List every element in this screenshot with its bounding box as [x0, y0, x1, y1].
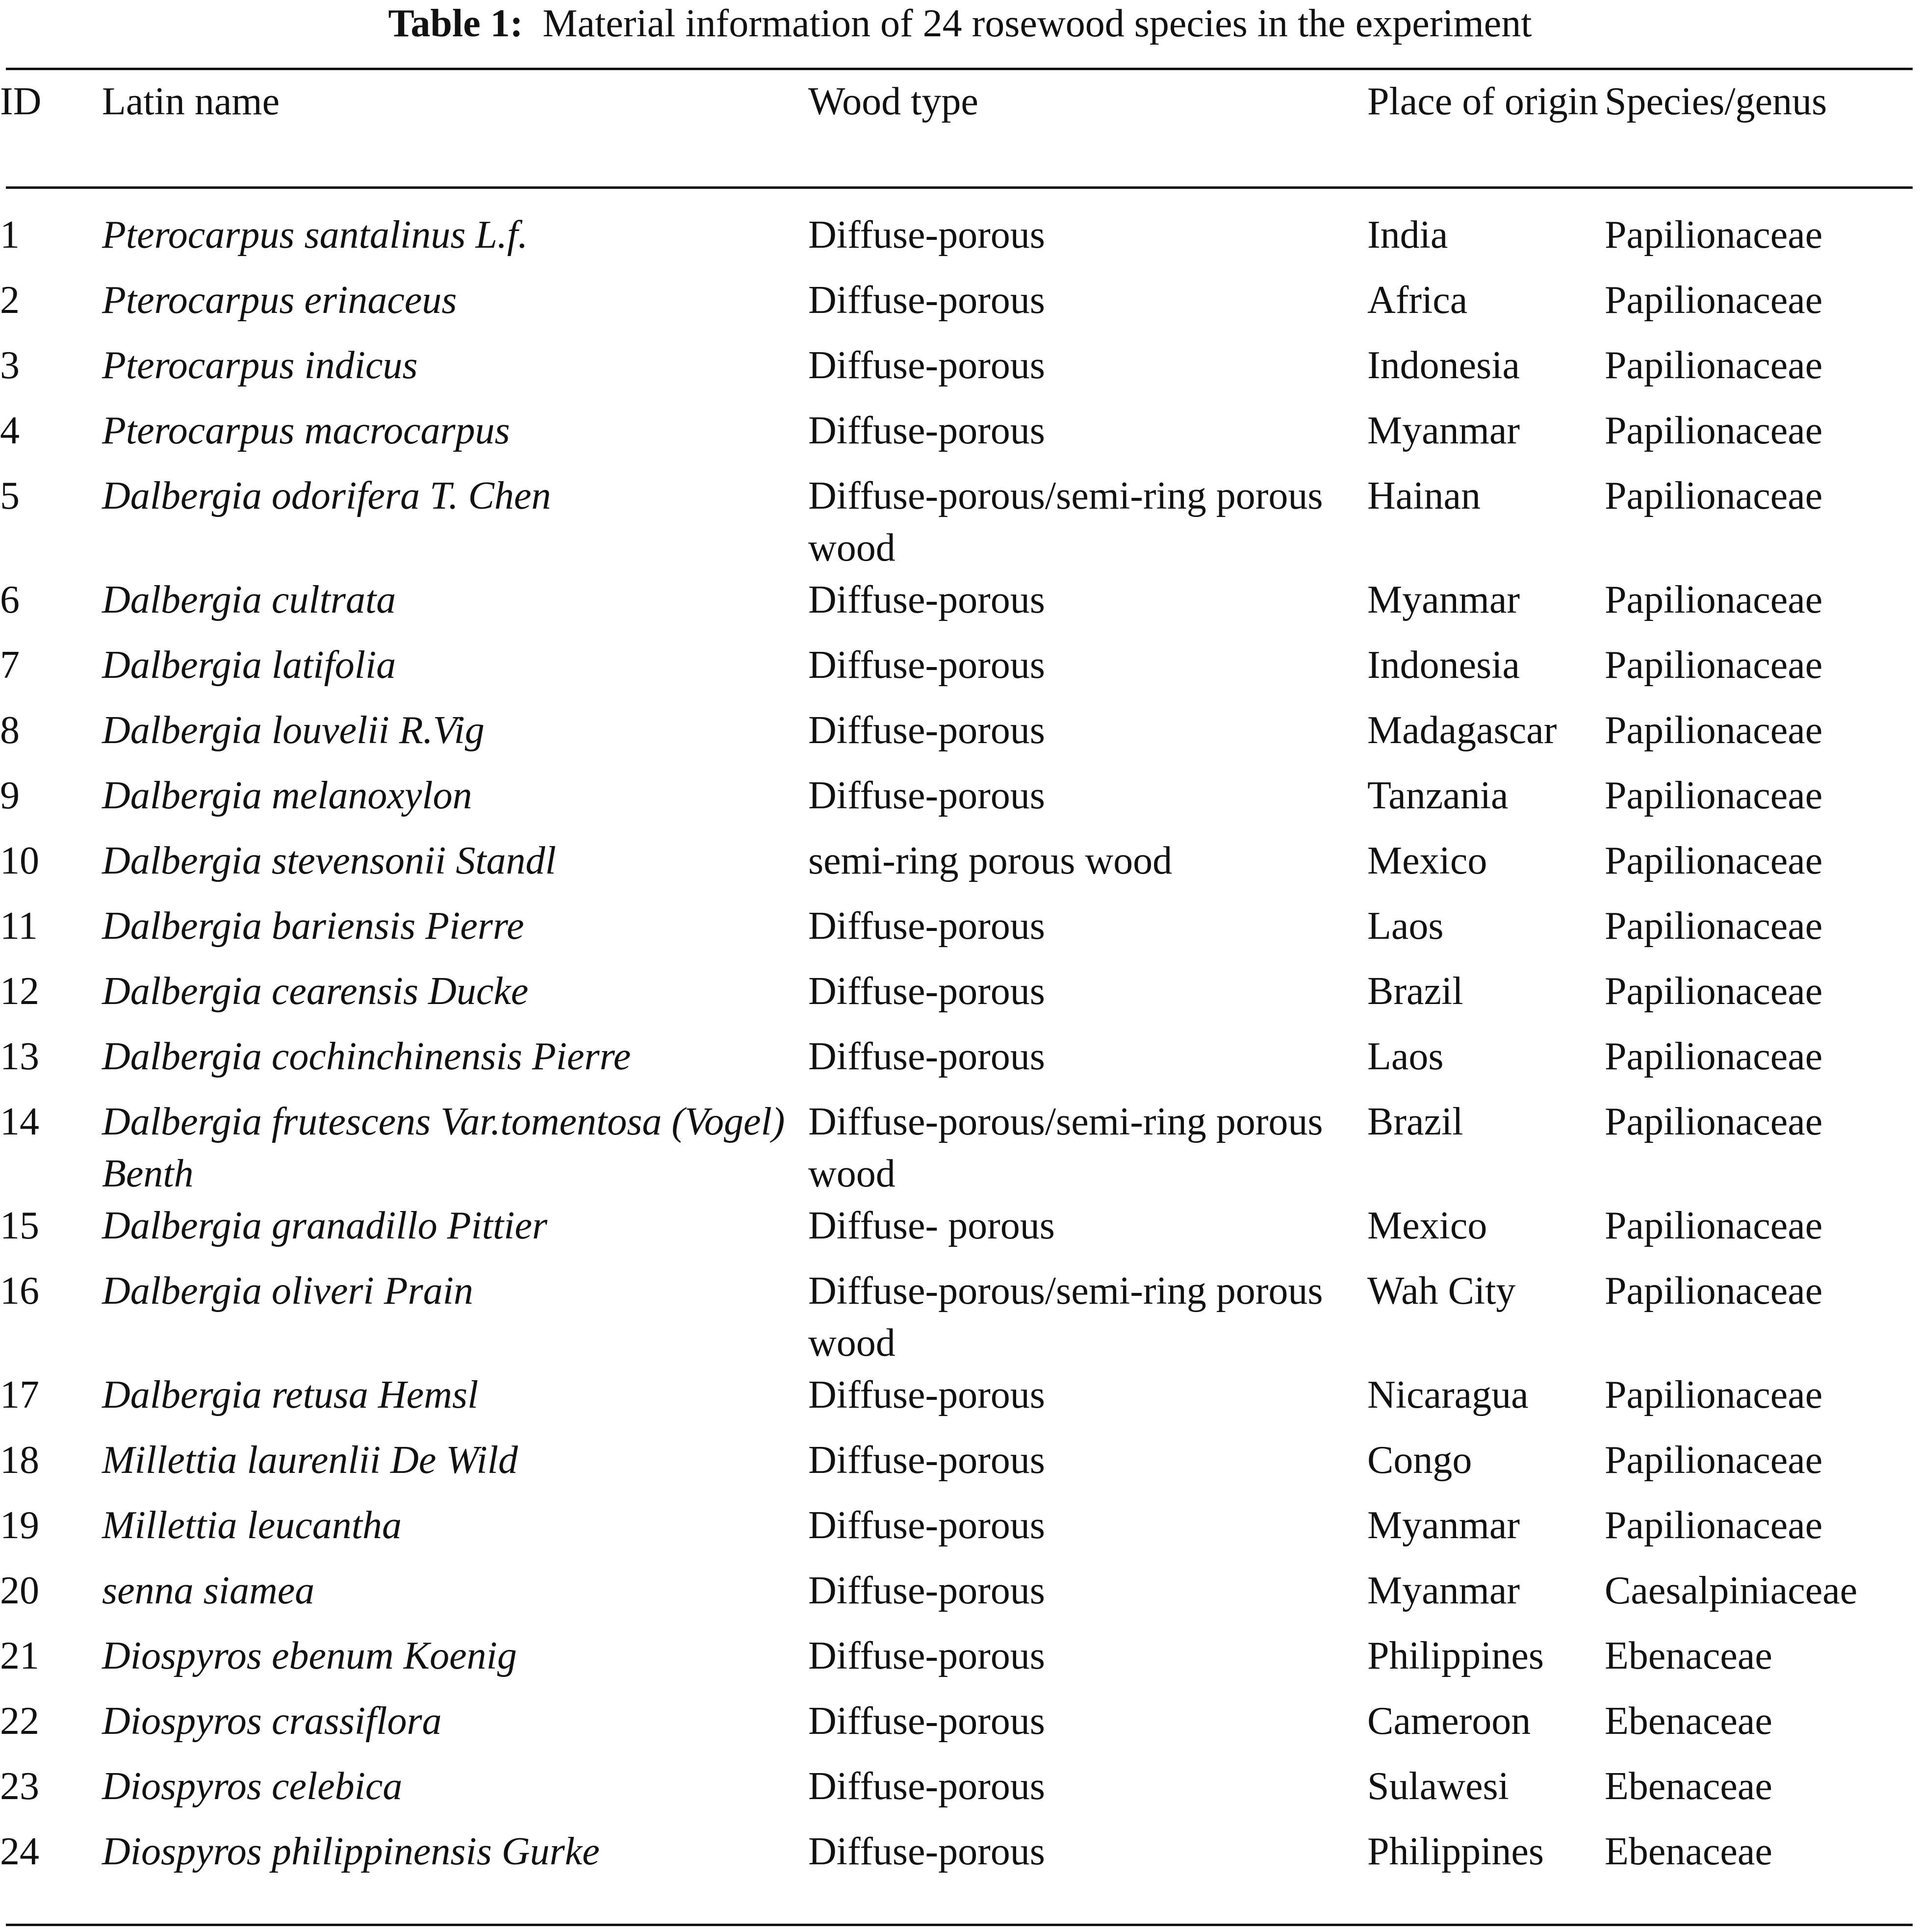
- table-row: [0, 704, 1920, 770]
- cell-latin-name: Dalbergia frutescens Var.tomentosa (Vogel) Benth: [102, 1100, 785, 1195]
- table-body: [0, 193, 1920, 1891]
- table-row: [0, 193, 1920, 274]
- cell-place-of-origin: Myanmar: [1367, 1504, 1520, 1547]
- cell-id: 7: [0, 644, 20, 687]
- table-row: [0, 1499, 1920, 1565]
- cell-wood-type: Diffuse-porous: [808, 213, 1045, 257]
- cell-wood-type: Diffuse-porous: [808, 1373, 1045, 1417]
- cell-id: 17: [0, 1373, 39, 1417]
- cell-latin-name: Dalbergia retusa Hemsl: [102, 1373, 479, 1417]
- cell-latin-name: Millettia leucantha: [102, 1504, 402, 1547]
- cell-id: 10: [0, 839, 39, 882]
- cell-species-genus: Ebenaceae: [1605, 1765, 1772, 1808]
- cell-wood-type: Diffuse- porous: [808, 1204, 1055, 1247]
- cell-species-genus: Papilionaceae: [1605, 409, 1823, 452]
- table-row: [0, 1200, 1920, 1265]
- cell-wood-type: Diffuse-porous: [808, 1035, 1045, 1078]
- cell-id: 13: [0, 1035, 39, 1078]
- cell-species-genus: Papilionaceae: [1605, 1204, 1823, 1247]
- cell-wood-type: Diffuse-porous: [808, 644, 1045, 687]
- cell-id: 11: [0, 904, 38, 948]
- table-row: [0, 574, 1920, 639]
- cell-latin-name: Dalbergia louvelii R.Vig: [102, 709, 485, 752]
- cell-species-genus: Papilionaceae: [1605, 1100, 1823, 1143]
- cell-species-genus: Papilionaceae: [1605, 344, 1823, 387]
- cell-latin-name: Dalbergia cultrata: [102, 578, 396, 621]
- cell-latin-name: Dalbergia granadillo Pittier: [102, 1204, 548, 1247]
- cell-wood-type: Diffuse-porous: [808, 904, 1045, 948]
- cell-latin-name: Pterocarpus santalinus L.f.: [102, 213, 528, 257]
- cell-wood-type: Diffuse-porous: [808, 1700, 1045, 1743]
- cell-place-of-origin: Hainan: [1367, 474, 1481, 517]
- header-latin-name: Latin name: [102, 80, 280, 123]
- cell-species-genus: Papilionaceae: [1605, 1439, 1823, 1482]
- cell-species-genus: Papilionaceae: [1605, 279, 1823, 322]
- cell-place-of-origin: Tanzania: [1367, 774, 1509, 817]
- cell-wood-type: Diffuse-porous/semi-ring porous wood: [808, 1100, 1323, 1195]
- table-row: [0, 1565, 1920, 1630]
- cell-wood-type: Diffuse-porous: [808, 344, 1045, 387]
- cell-place-of-origin: Myanmar: [1367, 578, 1520, 621]
- cell-place-of-origin: Brazil: [1367, 970, 1463, 1013]
- cell-latin-name: Pterocarpus erinaceus: [102, 279, 457, 322]
- cell-wood-type: Diffuse-porous: [808, 1830, 1045, 1873]
- header-wood-type: Wood type: [808, 80, 978, 123]
- cell-latin-name: Millettia laurenlii De Wild: [102, 1439, 518, 1482]
- table-row: [0, 470, 1920, 574]
- cell-place-of-origin: Wah City: [1367, 1269, 1516, 1313]
- species-table: [0, 76, 1920, 1891]
- cell-species-genus: Ebenaceae: [1605, 1830, 1772, 1873]
- table-caption-label: Table 1:: [388, 2, 523, 45]
- cell-place-of-origin: Mexico: [1367, 839, 1487, 882]
- cell-latin-name: Pterocarpus indicus: [102, 344, 418, 387]
- cell-wood-type: Diffuse-porous: [808, 1569, 1045, 1612]
- cell-species-genus: Ebenaceae: [1605, 1634, 1772, 1677]
- cell-place-of-origin: Indonesia: [1367, 344, 1520, 387]
- cell-id: 23: [0, 1765, 39, 1808]
- cell-id: 16: [0, 1269, 39, 1313]
- cell-id: 9: [0, 774, 20, 817]
- cell-wood-type: Diffuse-porous/semi-ring porous wood: [808, 1269, 1323, 1365]
- table-row: [0, 639, 1920, 704]
- cell-species-genus: Papilionaceae: [1605, 644, 1823, 687]
- cell-species-genus: Ebenaceae: [1605, 1700, 1772, 1743]
- cell-id: 6: [0, 578, 20, 621]
- table-row: [0, 1760, 1920, 1826]
- cell-id: 8: [0, 709, 20, 752]
- cell-latin-name: Diospyros celebica: [102, 1765, 403, 1808]
- cell-place-of-origin: Myanmar: [1367, 409, 1520, 452]
- cell-latin-name: Dalbergia latifolia: [102, 644, 396, 687]
- table-row: [0, 274, 1920, 339]
- cell-latin-name: Dalbergia odorifera T. Chen: [102, 474, 551, 517]
- cell-place-of-origin: Madagascar: [1367, 709, 1557, 752]
- cell-latin-name: Dalbergia cochinchinensis Pierre: [102, 1035, 631, 1078]
- header-id: ID: [0, 80, 42, 123]
- cell-id: 24: [0, 1830, 39, 1873]
- cell-wood-type: Diffuse-porous/semi-ring porous wood: [808, 474, 1323, 569]
- cell-latin-name: Dalbergia melanoxylon: [102, 774, 472, 817]
- cell-id: 20: [0, 1569, 39, 1612]
- table-row: [0, 965, 1920, 1030]
- cell-latin-name: Diospyros philippinensis Gurke: [102, 1830, 600, 1873]
- cell-wood-type: Diffuse-porous: [808, 1439, 1045, 1482]
- cell-species-genus: Papilionaceae: [1605, 213, 1823, 257]
- cell-place-of-origin: Philippines: [1367, 1830, 1544, 1873]
- table-row: [0, 1265, 1920, 1369]
- cell-wood-type: Diffuse-porous: [808, 970, 1045, 1013]
- cell-species-genus: Papilionaceae: [1605, 904, 1823, 948]
- cell-wood-type: Diffuse-porous: [808, 709, 1045, 752]
- header-species-genus: Species/genus: [1605, 80, 1827, 123]
- cell-species-genus: Papilionaceae: [1605, 1504, 1823, 1547]
- table-row: [0, 770, 1920, 835]
- cell-id: 15: [0, 1204, 39, 1247]
- cell-latin-name: Diospyros crassiflora: [102, 1700, 442, 1743]
- table-caption: [0, 0, 1920, 47]
- cell-wood-type: Diffuse-porous: [808, 1504, 1045, 1547]
- cell-place-of-origin: Nicaragua: [1367, 1373, 1529, 1417]
- cell-wood-type: semi-ring porous wood: [808, 839, 1173, 882]
- cell-id: 4: [0, 409, 20, 452]
- cell-latin-name: Dalbergia stevensonii Standl: [102, 839, 556, 882]
- cell-place-of-origin: Congo: [1367, 1439, 1472, 1482]
- cell-species-genus: Papilionaceae: [1605, 774, 1823, 817]
- table-row: [0, 1434, 1920, 1499]
- cell-place-of-origin: India: [1367, 213, 1448, 257]
- table-row: [0, 1096, 1920, 1200]
- cell-wood-type: Diffuse-porous: [808, 409, 1045, 452]
- header-place-of-origin: Place of origin: [1367, 80, 1598, 123]
- cell-id: 3: [0, 344, 20, 387]
- table-row: [0, 1826, 1920, 1891]
- table-header-row: [0, 76, 1920, 193]
- table-caption-text: Material information of 24 rosewood species in the experiment: [542, 2, 1532, 45]
- cell-place-of-origin: Laos: [1367, 904, 1444, 948]
- cell-id: 19: [0, 1504, 39, 1547]
- table-row: [0, 405, 1920, 470]
- table-row: [0, 1630, 1920, 1695]
- cell-species-genus: Papilionaceae: [1605, 1035, 1823, 1078]
- cell-id: 14: [0, 1100, 39, 1143]
- cell-latin-name: Dalbergia oliveri Prain: [102, 1269, 473, 1313]
- table-row: [0, 900, 1920, 965]
- table-row: [0, 1695, 1920, 1760]
- cell-latin-name: Diospyros ebenum Koenig: [102, 1634, 517, 1677]
- cell-species-genus: Papilionaceae: [1605, 474, 1823, 517]
- cell-id: 12: [0, 970, 39, 1013]
- cell-wood-type: Diffuse-porous: [808, 1765, 1045, 1808]
- table-top-rule: [6, 68, 1913, 70]
- cell-place-of-origin: Brazil: [1367, 1100, 1463, 1143]
- cell-species-genus: Papilionaceae: [1605, 1269, 1823, 1313]
- cell-species-genus: Papilionaceae: [1605, 970, 1823, 1013]
- cell-id: 22: [0, 1700, 39, 1743]
- cell-place-of-origin: Indonesia: [1367, 644, 1520, 687]
- cell-species-genus: Papilionaceae: [1605, 1373, 1823, 1417]
- cell-species-genus: Papilionaceae: [1605, 709, 1823, 752]
- cell-id: 2: [0, 279, 20, 322]
- cell-place-of-origin: Cameroon: [1367, 1700, 1531, 1743]
- cell-id: 5: [0, 474, 20, 517]
- cell-id: 21: [0, 1634, 39, 1677]
- cell-place-of-origin: Africa: [1367, 279, 1468, 322]
- cell-species-genus: Caesalpiniaceae: [1605, 1569, 1858, 1612]
- cell-id: 18: [0, 1439, 39, 1482]
- cell-wood-type: Diffuse-porous: [808, 774, 1045, 817]
- cell-place-of-origin: Mexico: [1367, 1204, 1487, 1247]
- table-row: [0, 1030, 1920, 1096]
- cell-latin-name: Dalbergia bariensis Pierre: [102, 904, 524, 948]
- table-bottom-rule: [6, 1924, 1913, 1926]
- cell-id: 1: [0, 213, 20, 257]
- cell-latin-name: Pterocarpus macrocarpus: [102, 409, 510, 452]
- cell-wood-type: Diffuse-porous: [808, 1634, 1045, 1677]
- cell-place-of-origin: Philippines: [1367, 1634, 1544, 1677]
- cell-wood-type: Diffuse-porous: [808, 279, 1045, 322]
- table-row: [0, 1369, 1920, 1434]
- cell-place-of-origin: Myanmar: [1367, 1569, 1520, 1612]
- cell-species-genus: Papilionaceae: [1605, 578, 1823, 621]
- table-row: [0, 835, 1920, 900]
- cell-wood-type: Diffuse-porous: [808, 578, 1045, 621]
- cell-place-of-origin: Sulawesi: [1367, 1765, 1509, 1808]
- cell-latin-name: Dalbergia cearensis Ducke: [102, 970, 529, 1013]
- cell-species-genus: Papilionaceae: [1605, 839, 1823, 882]
- cell-latin-name: senna siamea: [102, 1569, 315, 1612]
- cell-place-of-origin: Laos: [1367, 1035, 1444, 1078]
- table-row: [0, 339, 1920, 405]
